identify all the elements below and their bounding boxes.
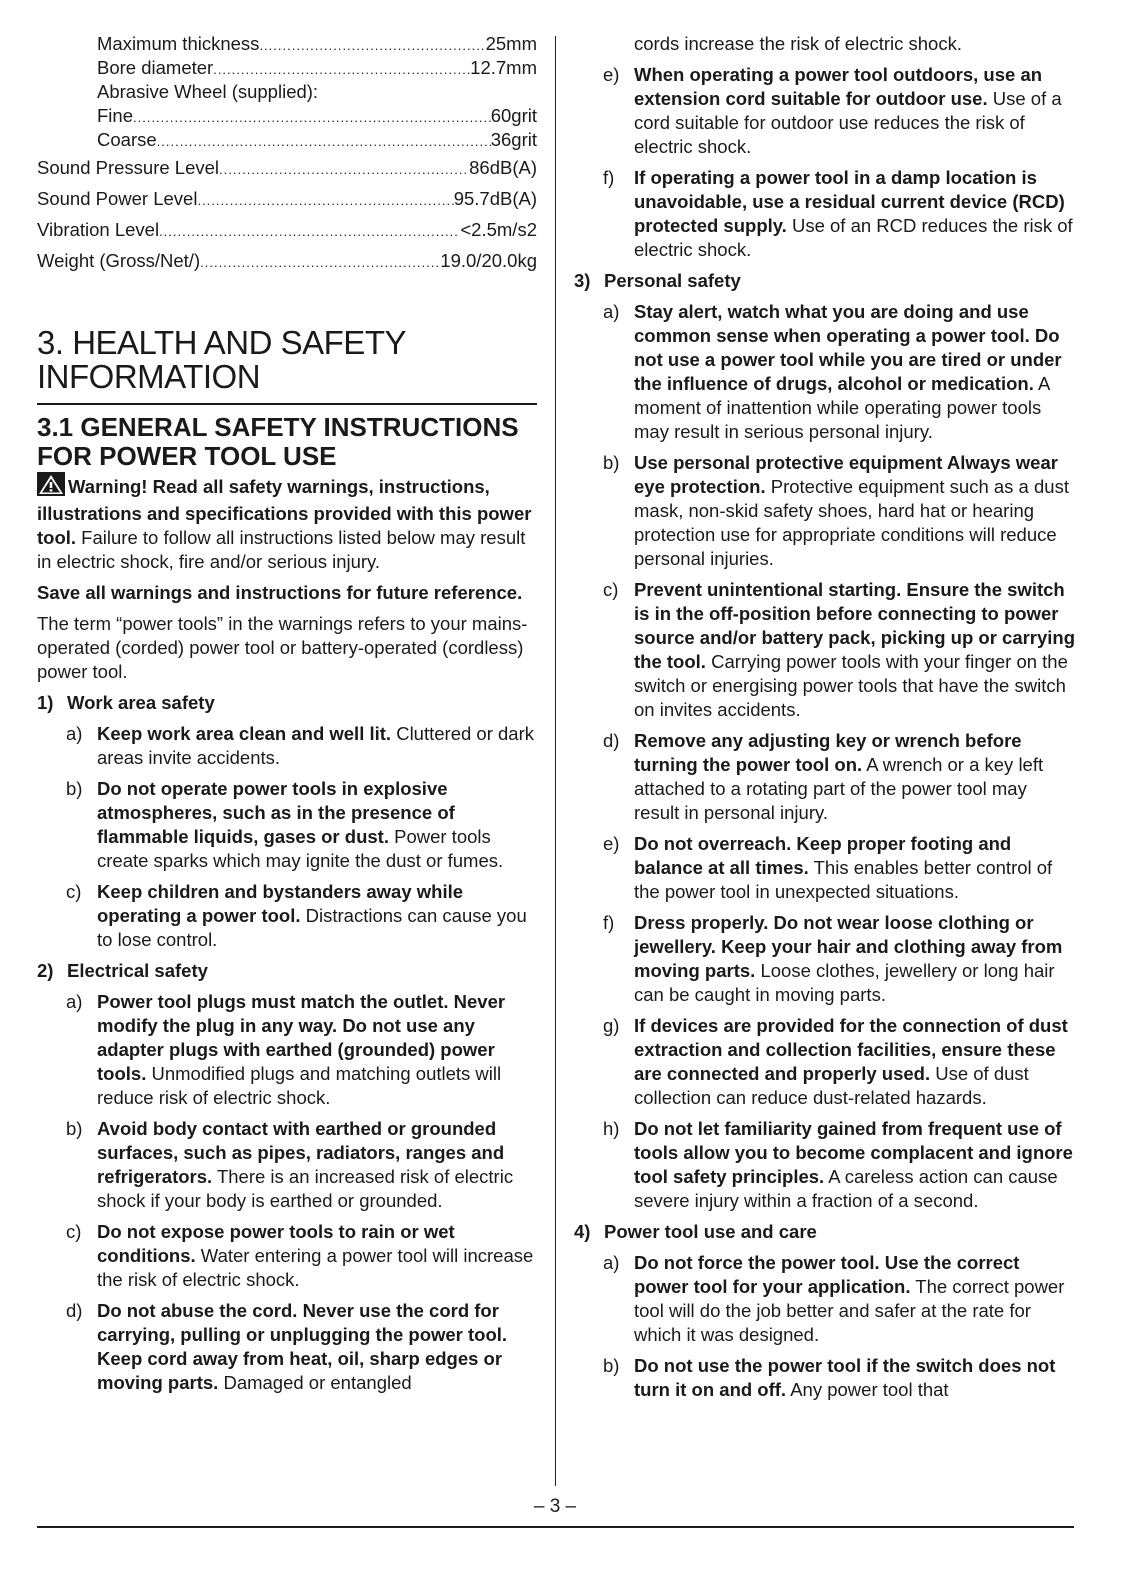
spec-abrasive-wheel: Abrasive Wheel (supplied):	[97, 81, 319, 102]
spec-sound-pressure: Sound Pressure Level ..... 86dB(A)	[37, 152, 537, 183]
spec-vibration: Vibration Level ..... <2.5m/s2	[37, 214, 537, 245]
spec-max-thickness: Maximum thickness ..... 25mm	[37, 32, 537, 56]
section-work-area-safety: 1) Work area safety	[37, 692, 215, 713]
electrical-item-d-continued: cords increase the risk of electric shock.	[634, 33, 962, 54]
warning-paragraph: Warning! Read all safety warnings, instructions, illustrations and specifications provided with this power tool. Failure to follow all instructions listed below may result in electric shock, fire and/or serious injury.	[37, 472, 537, 574]
section-electrical-safety: 2) Electrical safety	[37, 960, 208, 981]
right-column	[574, 32, 1076, 1409]
personal-item-a: a) Stay alert, watch what you are doing and use common sense when operating a power tool. Do not use a power tool while you are tired or under the influence of drugs, alcohol or medication. A moment of inattention while operating power tools may result in serious personal injury.	[603, 301, 1062, 442]
warning-triangle-icon	[37, 472, 65, 502]
personal-item-f: f) Dress properly. Do not wear loose clothing or jewellery. Keep your hair and clothing away from moving parts. Loose clothes, jewellery or long hair can be caught in moving parts.	[603, 912, 1063, 1005]
power-tool-use-item-b: b) Do not use the power tool if the switch does not turn it on and off. Any power tool that	[603, 1355, 1056, 1400]
save-instructions: Save all warnings and instructions for future reference.	[37, 582, 523, 603]
work-area-item-b: b) Do not operate power tools in explosive atmospheres, such as in the presence of flammable liquids, gases or dust. Power tools create sparks which may ignite the dust or fumes.	[66, 778, 504, 871]
work-area-item-a: a) Keep work area clean and well lit. Cluttered or dark areas invite accidents.	[66, 723, 534, 768]
personal-item-c: c) Prevent unintentional starting. Ensure the switch is in the off-position before connecting to power source and/or battery pack, picking up or carrying the tool. Carrying power tools with your finger on the switch or energising power tools that have the switch on invites accidents.	[603, 579, 1076, 720]
section-heading-health-safety: 3. HEALTH AND SAFETY INFORMATION	[37, 324, 406, 395]
subsection-heading-general-safety: 3.1 GENERAL SAFETY INSTRUCTIONS FOR POWER TOOL USE	[37, 412, 519, 471]
spec-fine: Fine ..... 60grit	[37, 104, 537, 128]
personal-item-e: e) Do not overreach. Keep proper footing and balance at all times. This enables better control of the power tool in unexpected situations.	[603, 833, 1053, 902]
electrical-item-d: d) Do not abuse the cord. Never use the cord for carrying, pulling or unplugging the power tool. Keep cord away from heat, oil, sharp edges or moving parts. Damaged or entangled	[66, 1300, 508, 1393]
spec-sound-power: Sound Power Level ..... 95.7dB(A)	[37, 183, 537, 214]
work-area-item-c: c) Keep children and bystanders away while operating a power tool. Distractions can cause you to lose control.	[66, 881, 527, 950]
footer-rule	[37, 1526, 1074, 1528]
personal-item-b: b) Use personal protective equipment Always wear eye protection. Protective equipment such as a dust mask, non-skid safety shoes, hard hat or hearing protection use for appropriate conditions will reduce personal injuries.	[603, 452, 1069, 569]
power-tools-term: The term “power tools” in the warnings refers to your mains-operated (corded) power tool or battery-operated (cordless) power tool.	[37, 613, 528, 682]
heading-rule	[37, 403, 537, 405]
spec-weight: Weight (Gross/Net/) ..... 19.0/20.0kg	[37, 245, 537, 276]
electrical-item-b: b) Avoid body contact with earthed or grounded surfaces, such as pipes, radiators, ranges and refrigerators. There is an increased risk of electric shock if your body is earthed or grounded.	[66, 1118, 514, 1211]
column-divider	[555, 36, 556, 1486]
page-number: – 3 –	[533, 1496, 577, 1517]
personal-item-h: h) Do not let familiarity gained from frequent use of tools allow you to become complacent and ignore tool safety principles. A careless action can cause severe injury within a fraction of a second.	[603, 1118, 1073, 1211]
electrical-item-f: f) If operating a power tool in a damp location is unavoidable, use a residual current device (RCD) protected supply. Use of an RCD reduces the risk of electric shock.	[603, 167, 1073, 260]
spec-coarse: Coarse ..... 36grit	[37, 128, 537, 152]
personal-item-d: d) Remove any adjusting key or wrench before turning the power tool on. A wrench or a key left attached to a rotating part of the power tool may result in personal injury.	[603, 730, 1044, 823]
section-personal-safety: 3) Personal safety	[574, 270, 741, 291]
spec-bore-diameter: Bore diameter ..... 12.7mm	[37, 56, 537, 80]
personal-item-g: g) If devices are provided for the connection of dust extraction and collection facilities, ensure these are connected and properly used. Use of dust collection can reduce dust-related hazards.	[603, 1015, 1068, 1108]
electrical-item-a: a) Power tool plugs must match the outlet. Never modify the plug in any way. Do not use any adapter plugs with earthed (grounded) power tools. Unmodified plugs and matching outlets will reduce risk of electric shock.	[66, 991, 506, 1108]
section-power-tool-use: 4) Power tool use and care	[574, 1221, 817, 1242]
left-column	[37, 32, 537, 1402]
electrical-item-c: c) Do not expose power tools to rain or wet conditions. Water entering a power tool will increase the risk of electric shock.	[66, 1221, 534, 1290]
electrical-item-e: e) When operating a power tool outdoors, use an extension cord suitable for outdoor use. Use of a cord suitable for outdoor use reduces the risk of electric shock.	[603, 64, 1062, 157]
power-tool-use-item-a: a) Do not force the power tool. Use the correct power tool for your application. The correct power tool will do the job better and safer at the rate for which it was designed.	[603, 1252, 1065, 1345]
